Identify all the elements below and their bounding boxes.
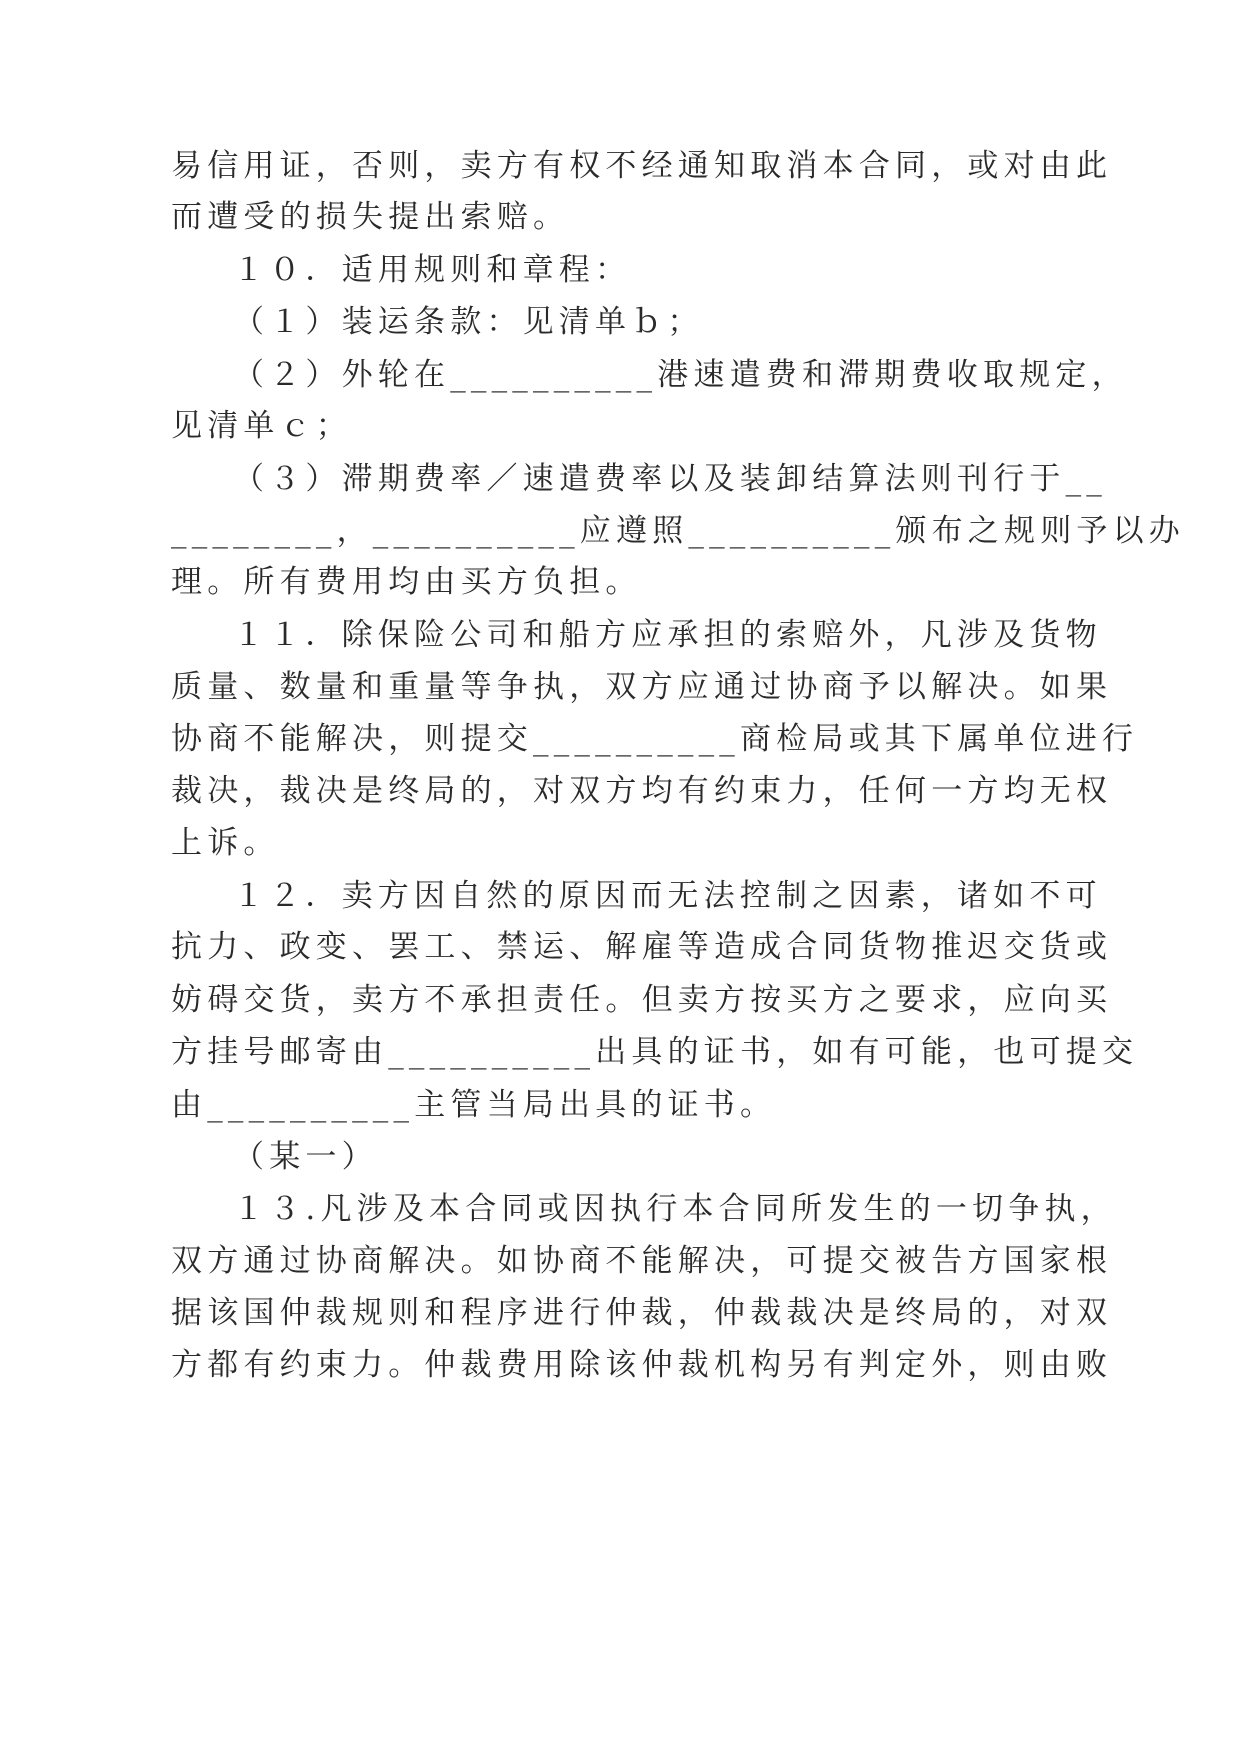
section-paragraph: １３.凡涉及本合同或因执行本合同所发生的一切争执， xyxy=(233,1191,1117,1227)
text-line: 易信用证，否则，卖方有权不经通知取消本合同，或对由此 xyxy=(171,148,1113,184)
text-line: ________，__________应遵照__________颁布之规则予以办 xyxy=(171,513,1185,549)
clause-item: （３）滞期费率／速遣费率以及装卸结算法则刊行于__ xyxy=(233,461,1107,497)
clause-item: （２）外轮在__________港速遣费和滞期费收取规定， xyxy=(233,357,1128,393)
text-line: 方都有约束力。仲裁费用除该仲裁机构另有判定外，则由败 xyxy=(171,1347,1113,1383)
section-heading: １０．适用规则和章程： xyxy=(233,252,632,288)
text-line: 协商不能解决，则提交__________商检局或其下属单位进行 xyxy=(171,721,1139,757)
option-heading: （某一） xyxy=(233,1139,378,1175)
text-line: 上诉。 xyxy=(171,825,280,861)
text-line: 理。所有费用均由买方负担。 xyxy=(171,564,642,600)
text-line: 而遭受的损失提出索赔。 xyxy=(171,199,570,235)
text-line: 双方通过协商解决。如协商不能解决，可提交被告方国家根 xyxy=(171,1243,1113,1279)
text-line: 裁决，裁决是终局的，对双方均有约束力，任何一方均无权 xyxy=(171,773,1113,809)
text-line: 由__________主管当局出具的证书。 xyxy=(171,1087,777,1123)
text-line: 妨碍交货，卖方不承担责任。但卖方按买方之要求，应向买 xyxy=(171,982,1113,1018)
text-line: 抗力、政变、罢工、禁运、解雇等造成合同货物推迟交货或 xyxy=(171,929,1113,965)
text-line: 质量、数量和重量等争执，双方应通过协商予以解决。如果 xyxy=(171,669,1113,705)
section-paragraph: １２．卖方因自然的原因而无法控制之因素，诸如不可 xyxy=(233,878,1102,914)
text-line: 见清单ｃ； xyxy=(171,408,352,444)
text-line: 方挂号邮寄由__________出具的证书，如有可能，也可提交 xyxy=(171,1034,1139,1070)
text-line: 据该国仲裁规则和程序进行仲裁，仲裁裁决是终局的，对双 xyxy=(171,1295,1113,1331)
section-paragraph: １１．除保险公司和船方应承担的索赔外，凡涉及货物 xyxy=(233,617,1102,653)
clause-item: （１）装运条款：见清单ｂ； xyxy=(233,304,704,340)
